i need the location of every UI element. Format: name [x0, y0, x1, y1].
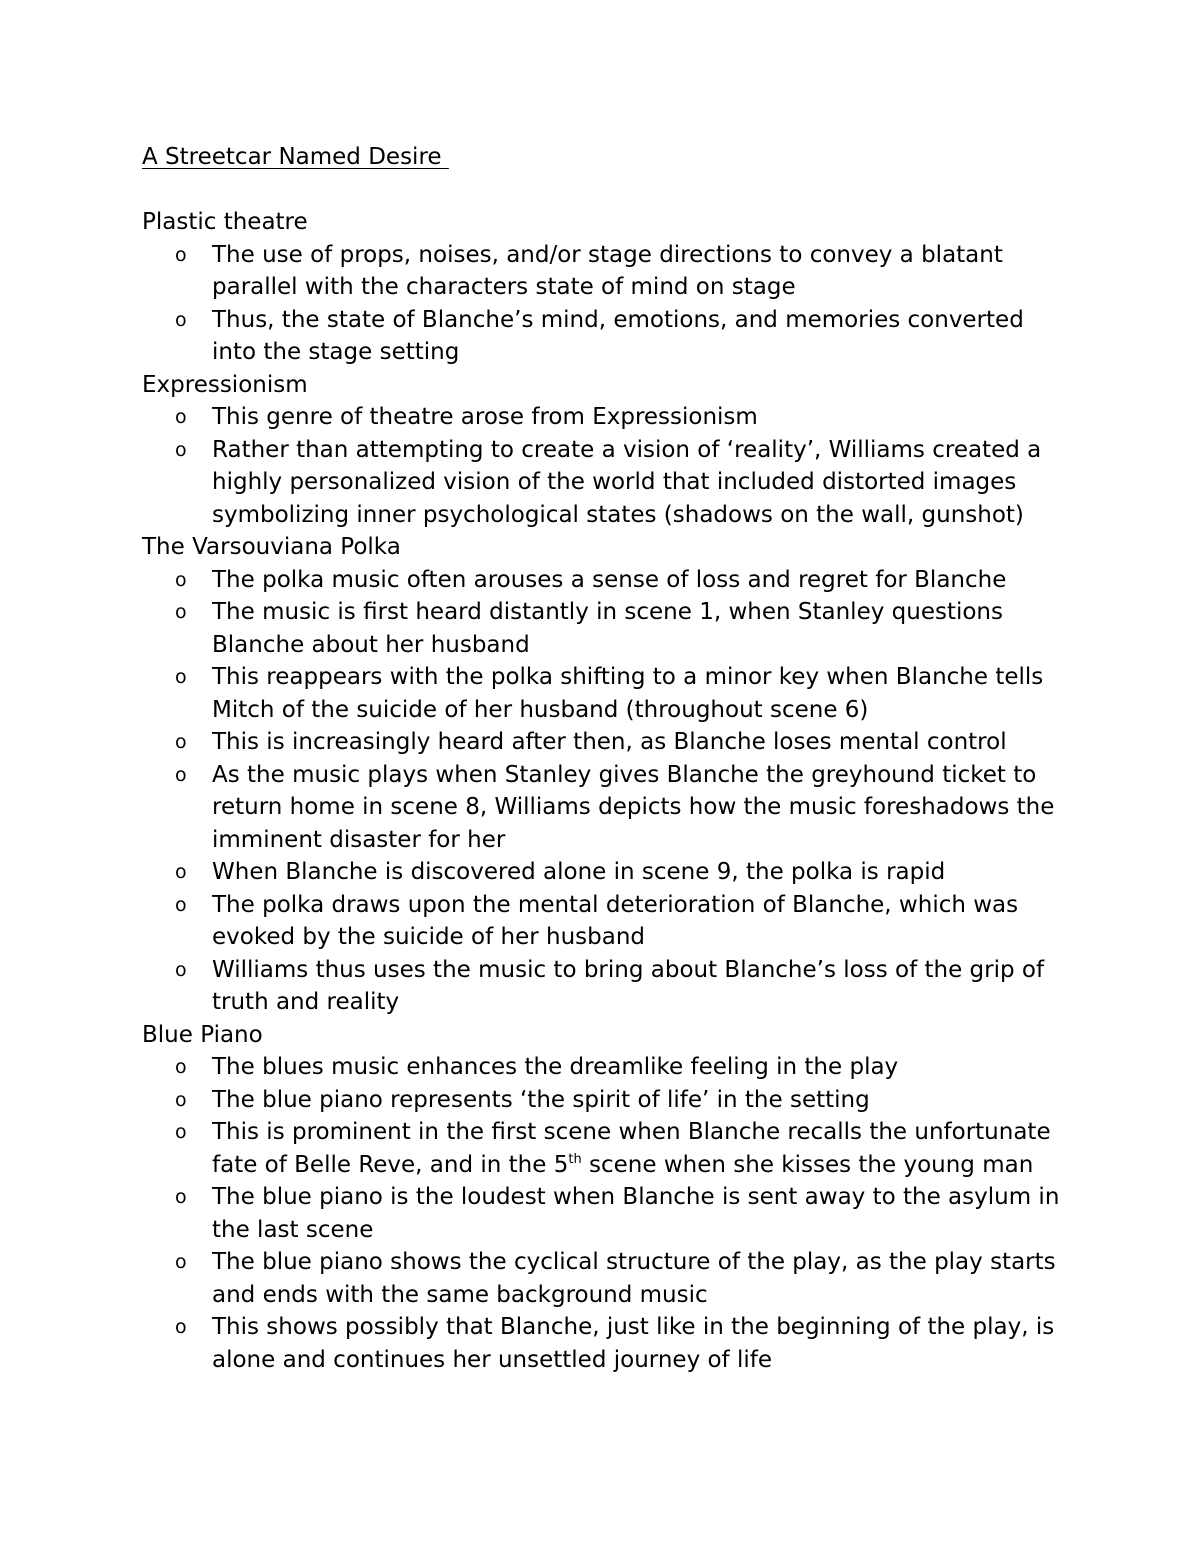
list-item-text: When Blanche is discovered alone in scene 9, the polka is rapid	[212, 859, 946, 885]
list-item-text: This genre of theatre arose from Expressionism	[212, 404, 758, 430]
list-item-text: This reappears with the polka shifting to a minor key when Blanche tells Mitch of the suicide of her husband (throughout scene 6)	[212, 664, 1044, 723]
bullet-icon: o	[175, 666, 187, 688]
bullet-icon: o	[175, 243, 187, 266]
document-page	[142, 141, 1072, 1376]
list-item	[142, 856, 1072, 889]
list-item-text: The blue piano shows the cyclical structure of the play, as the play starts and ends with the same background music	[212, 1249, 1056, 1308]
list-item	[142, 759, 1072, 857]
bullet-list	[142, 239, 1072, 369]
list-item-text: Rather than attempting to create a vision of ‘reality’, Williams created a highly personalized vision of the world that included distorted images symbolizing inner psychological states (shadows on the wall, gunshot)	[212, 436, 1042, 528]
list-item-text: The polka music often arouses a sense of loss and regret for Blanche	[212, 566, 1007, 593]
list-item	[142, 434, 1072, 532]
section-heading-plastic-theatre: Plastic theatre	[142, 209, 308, 235]
section-heading-blue-piano: Blue Piano	[142, 1021, 263, 1048]
list-item	[142, 1116, 1072, 1181]
list-item-text: This shows possibly that Blanche, just like in the beginning of the play, is alone and continues her unsettled journey of life	[212, 1314, 1055, 1373]
bullet-icon: o	[175, 568, 187, 591]
list-item-text: The blues music enhances the dreamlike feeling in the play	[212, 1054, 899, 1080]
bullet-icon: o	[175, 1316, 187, 1338]
bullet-icon: o	[175, 1251, 187, 1273]
bullet-icon: o	[175, 1121, 187, 1143]
bullet-icon: o	[175, 861, 187, 883]
bullet-icon: o	[175, 406, 187, 428]
bullet-icon: o	[175, 1186, 187, 1208]
list-item	[142, 661, 1072, 726]
list-item-text: As the music plays when Stanley gives Blanche the greyhound ticket to return home in scene 8, Williams depicts how the music foreshadows the imminent disaster for her	[212, 761, 1055, 853]
list-item	[142, 954, 1072, 1019]
bullet-icon: o	[175, 763, 187, 786]
list-item-text: This is increasingly heard after then, as Blanche loses mental control	[212, 729, 1007, 755]
list-item-text: The music is first heard distantly in scene 1, when Stanley questions Blanche about her husband	[212, 599, 1003, 658]
section-heading-expressionism: Expressionism	[142, 371, 308, 398]
superscript-ordinal: th	[568, 1151, 582, 1167]
bullet-icon: o	[175, 893, 187, 916]
bullet-icon: o	[175, 1056, 187, 1078]
list-item	[142, 1051, 1072, 1084]
bullet-icon: o	[175, 438, 187, 461]
bullet-icon: o	[175, 1088, 187, 1111]
document-title: A Streetcar Named Desire	[142, 144, 449, 170]
list-item-text-part: scene when she kisses the young man	[581, 1151, 1034, 1178]
list-item-text: Thus, the state of Blanche’s mind, emotions, and memories converted into the stage setting	[212, 306, 1024, 365]
bullet-icon: o	[175, 601, 187, 623]
bullet-list	[142, 1051, 1072, 1376]
blank-line	[142, 174, 1072, 207]
bullet-list	[142, 401, 1072, 531]
bullet-icon: o	[175, 731, 187, 753]
list-item-text: The blue piano represents ‘the spirit of life’ in the setting	[212, 1086, 870, 1113]
list-item	[142, 1311, 1072, 1376]
list-item	[142, 564, 1072, 597]
bullet-icon: o	[175, 958, 187, 981]
list-item	[142, 1246, 1072, 1311]
list-item	[142, 1084, 1072, 1117]
list-item-text: The use of props, noises, and/or stage directions to convey a blatant parallel with the characters state of mind on stage	[212, 241, 1003, 300]
bullet-list	[142, 564, 1072, 1019]
list-item-text: Williams thus uses the music to bring about Blanche’s loss of the grip of truth and reality	[212, 956, 1045, 1015]
list-item-text: The blue piano is the loudest when Blanche is sent away to the asylum in the last scene	[212, 1184, 1060, 1243]
list-item	[142, 401, 1072, 434]
list-item-text: The polka draws upon the mental deterioration of Blanche, which was evoked by the suicide of her husband	[212, 891, 1019, 950]
list-item-text-part: This is prominent in the first scene when Blanche recalls the unfortunate fate of Belle Reve, and in the 5	[212, 1119, 1051, 1178]
list-item	[142, 239, 1072, 304]
list-item	[142, 596, 1072, 661]
bullet-icon: o	[175, 308, 187, 331]
list-item	[142, 726, 1072, 759]
list-item	[142, 1181, 1072, 1246]
section-heading-varsouviana-polka: The Varsouviana Polka	[142, 534, 401, 560]
list-item	[142, 304, 1072, 369]
list-item-text	[212, 1119, 1051, 1178]
list-item	[142, 889, 1072, 954]
